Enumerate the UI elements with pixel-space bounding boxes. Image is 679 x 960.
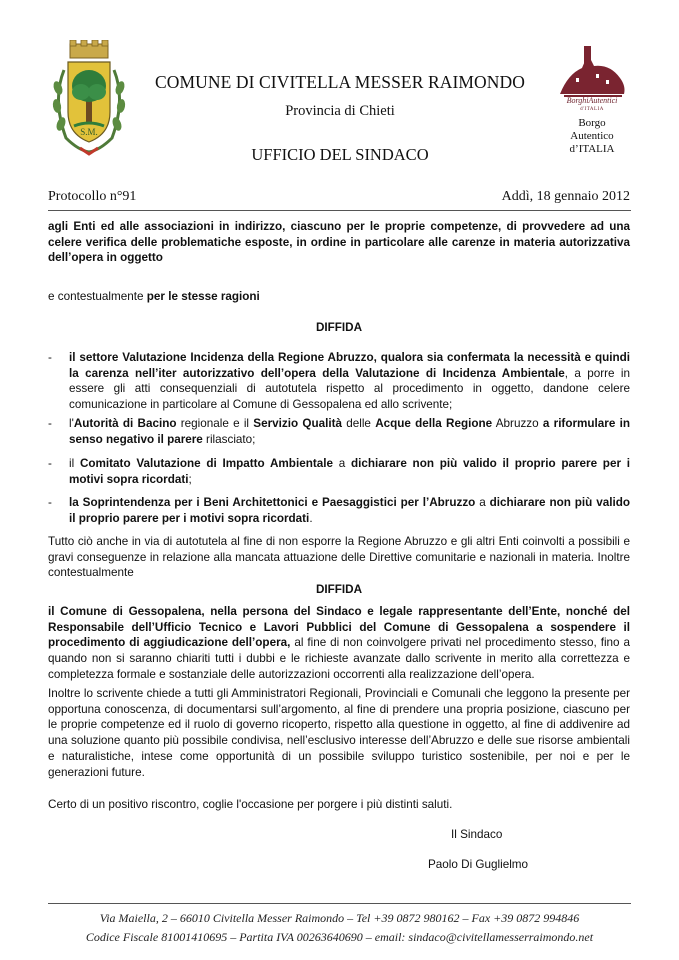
office-name: UFFICIO DEL SINDACO	[251, 145, 429, 164]
municipality-title: COMUNE DI CIVITELLA MESSER RAIMONDO	[154, 72, 526, 92]
letter-date: Addì, 18 gennaio 2012	[501, 189, 630, 204]
signature-name: Paolo Di Guglielmo	[428, 858, 529, 871]
crest-letters: S.M.	[80, 127, 98, 137]
seal-caption-line: Borgo	[578, 117, 606, 129]
seal-caption-line: d’ITALIA	[569, 143, 615, 155]
autotutela-paragraph: Tutto ciò anche in via di autotutela al fine di non esporre la Regione Abruzzo e gli altri Enti coinvolti a possibili e gravi conseguenze in relazione alla mancata attuazione delle Direttive comunitarie e nazionali in materia. Inoltre contestualmente	[48, 535, 630, 580]
footer-divider	[48, 903, 631, 904]
footer-fiscal: Codice Fiscale 81001410695 – Partita IVA 00263640690 – email: sindaco@civitellamesserraimondo.net	[85, 930, 594, 944]
diffida-heading-1: DIFFIDA	[315, 321, 363, 334]
footer-address: Via Maiella, 2 – 66010 Civitella Messer Raimondo – Tel +39 0872 980162 – Fax +39 0872 994846	[99, 911, 580, 925]
gessopalena-paragraph: il Comune di Gessopalena, nella persona del Sindaco e legale rappresentante dell’Ente, nonché del Responsabile dell’Ufficio Tecnico e Lavori Pubblici del Comune di Gessopalena a sospendere il procedimento di aggiudicazione dell’opera, al fine di non coinvolgere privati nel procedimento stesso, fino a quando non si saranno chiariti tutti i dubbi e le richieste avanzate dallo scrivente in merito alla correttezza e completezza formale e sostanziale delle autorizzazioni occorrenti alla realizzazione dell’opera.	[48, 605, 630, 681]
municipal-crest-icon	[44, 40, 134, 160]
intro-paragraph: agli Enti ed alle associazioni in indirizzo, ciascuno per le proprie competenze, di provvedere ad una celere verifica delle problematiche esposte, in ordine in particolare alle carenze in materia autorizzativa dell’opera in oggetto	[48, 220, 630, 265]
diffida-heading-2: DIFFIDA	[315, 583, 363, 596]
request-paragraph: Inoltre lo scrivente chiede a tutti gli Amministratori Regionali, Provinciali e Comunali che leggono la presente per opportuna conoscenza, di documentarsi sull’argomento, al fine di prendere una propria posizione, ciascuno per le proprie competenze ed il ruolo di governo ricoperto, rispetto alla questione in oggetto, al fine di addivenire ad una soluzione quanto più possibile condivisa, nell’esclusivo interesse dell’Abruzzo e delle sue risorse ambientali e naturalistiche, intese come opportunità di un possibile sviluppo turistico sostenibile, per noi e per le generazioni future.	[48, 687, 630, 779]
protocol-number: Protocollo n°91	[48, 189, 137, 204]
contestual-paragraph: e contestualmente per le stesse ragioni	[48, 290, 260, 303]
signature-title: Il Sindaco	[451, 828, 503, 841]
seal-brand-name: BorghiAutentici d'ITALIA	[566, 96, 618, 112]
province-name: Provincia di Chieti	[285, 103, 395, 119]
header-divider	[48, 210, 631, 211]
seal-caption	[548, 117, 636, 156]
closing-paragraph: Certo di un positivo riscontro, coglie l'occasione per porgere i più distinti saluti.	[48, 798, 453, 811]
seal-caption-line: Autentico	[570, 130, 614, 142]
